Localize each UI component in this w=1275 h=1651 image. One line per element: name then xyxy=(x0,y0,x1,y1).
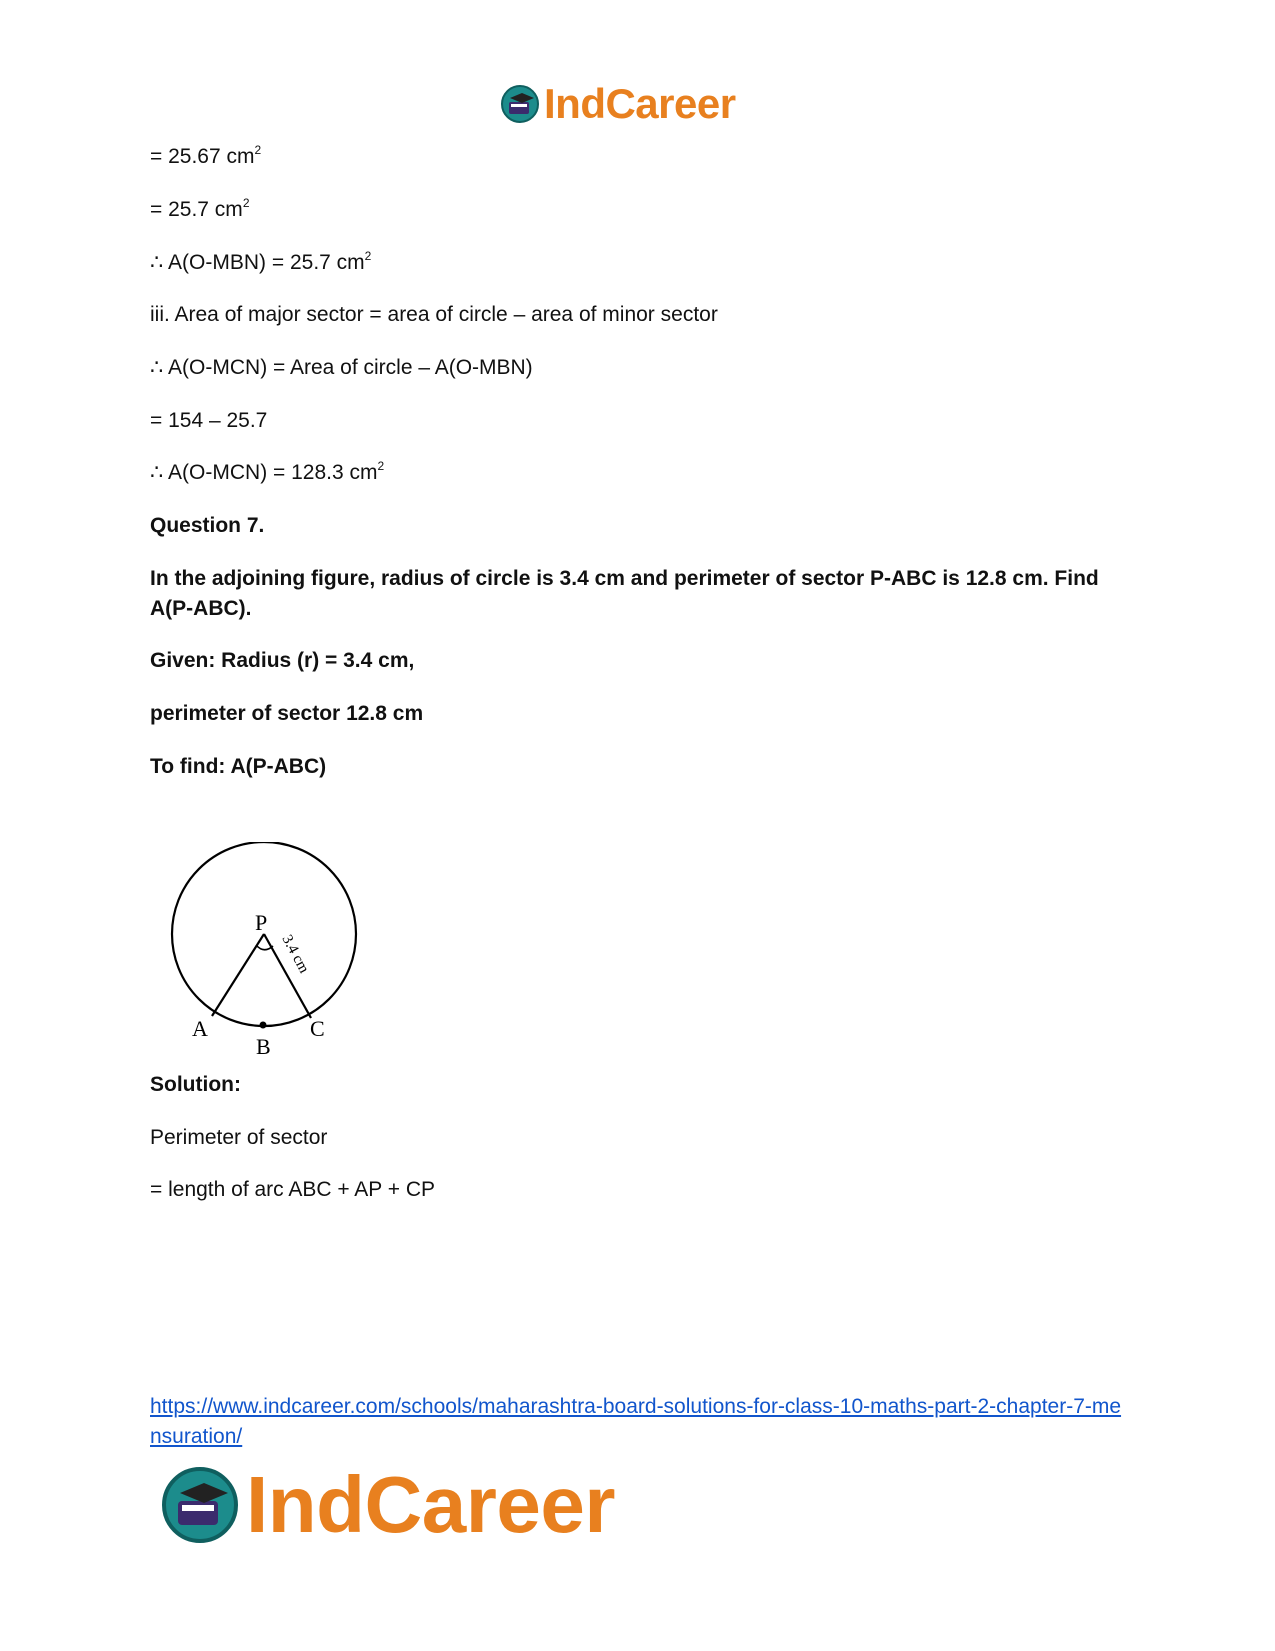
solution-heading: Solution: xyxy=(150,1073,241,1096)
question-title: Question 7. xyxy=(150,514,265,537)
source-url-link[interactable]: https://www.indcareer.com/schools/maharashtra-board-solutions-for-class-10-maths-part-2-chapter-7-mensuration/ xyxy=(150,1395,1122,1448)
text-line: ∴ A(O-MBN) = 25.7 $cm^2$ xyxy=(150,249,372,274)
question-text: In the adjoining figure, radius of circle is 3.4 cm and perimeter of sector P-ABC is 12.8 cm. Find A(P-ABC). xyxy=(150,567,1099,620)
text-line: = length of arc ABC + AP + CP xyxy=(150,1178,436,1201)
text-line: ∴ A(O-MCN) = Area of circle – A(O-MBN) xyxy=(150,356,533,379)
text-line: = 25.67 $cm^2$ xyxy=(150,143,262,168)
text-line: iii. Area of major sector = area of circle – area of minor sector xyxy=(150,303,718,326)
text-line: = 25.7 $cm^2$ xyxy=(150,196,250,221)
label-a: A xyxy=(192,1016,208,1041)
given-perimeter: perimeter of sector 12.8 cm xyxy=(150,702,424,725)
logo-wordmark: IndCareer xyxy=(544,80,736,127)
text-line: Perimeter of sector xyxy=(150,1126,328,1149)
indcareer-logo-top xyxy=(500,80,736,128)
globe-book-icon xyxy=(160,1465,240,1545)
sector-figure xyxy=(160,842,370,1072)
to-find: To find: A(P-ABC) xyxy=(150,755,327,778)
label-b: B xyxy=(256,1034,271,1059)
globe-book-icon xyxy=(500,84,540,124)
point-b xyxy=(260,1022,267,1029)
radius-label: 3.4 cm xyxy=(278,932,312,976)
text-line: = 154 – 25.7 xyxy=(150,409,268,432)
logo-wordmark: IndCareer xyxy=(246,1460,615,1549)
text-line: ∴ A(O-MCN) = 128.3 $cm^2$ xyxy=(150,459,385,484)
label-p: P xyxy=(255,910,268,935)
indcareer-logo-bottom xyxy=(160,1460,615,1550)
label-c: C xyxy=(310,1016,325,1041)
given-radius: Given: Radius (r) = 3.4 cm, xyxy=(150,649,415,672)
